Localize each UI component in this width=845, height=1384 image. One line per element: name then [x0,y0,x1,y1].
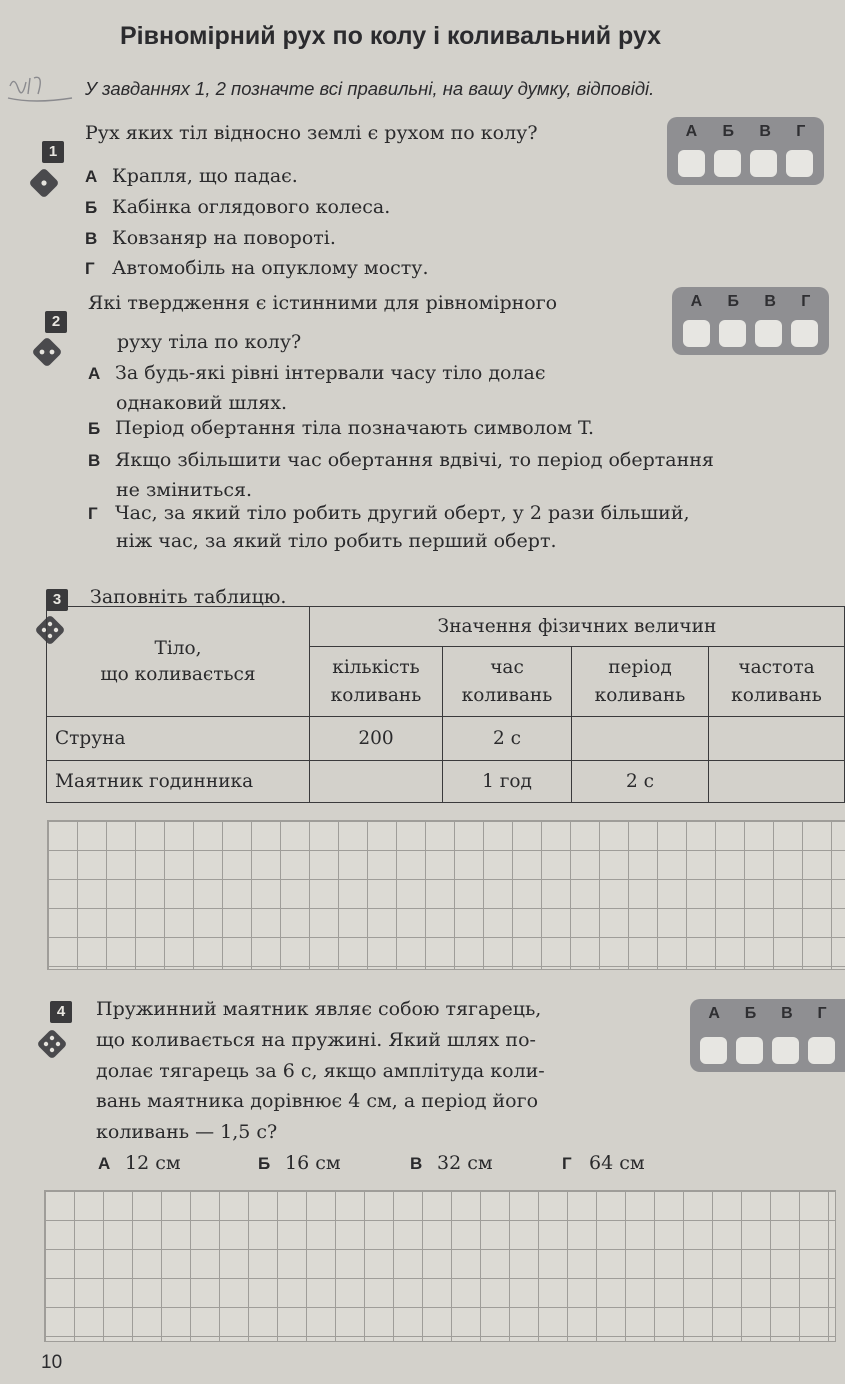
task-4-option-c: В 32 см [410,1152,493,1174]
difficulty-2-icon [29,334,65,370]
answer-letter-c: В [781,1005,793,1022]
answer-cell-b[interactable] [736,1037,763,1064]
task-4-work-grid[interactable] [44,1190,836,1342]
task-4-option-a: А 12 см [98,1152,181,1174]
task-2-answer-box [672,287,829,355]
answer-letter-d: Г [801,293,811,310]
task-2-option-c-cont: не зміниться. [116,479,253,501]
task-2-option-d: Г Час, за який тіло робить другий оберт, у 2 рази більший, [88,502,690,524]
task-4-answer-box [690,999,845,1072]
task-2-option-a-cont: однаковий шлях. [116,392,287,414]
answer-letter-b: Б [744,1005,757,1022]
answer-cell-b[interactable] [714,150,741,177]
table-header-period: період коливань [572,647,709,717]
task-2-question-line-2: руху тіла по колу? [117,331,302,353]
task-3-instruction: Заповніть таблицю. [90,586,287,608]
task-4-option-d: Г 64 см [562,1152,645,1174]
answer-cell-d[interactable] [786,150,813,177]
table-cell[interactable] [310,761,443,803]
table-header-body: Тіло, що коливається [47,607,310,717]
answer-letter-d: Г [817,1005,827,1022]
table-group-header: Значення фізичних величин [310,607,845,647]
answer-letter-a: А [708,1005,720,1022]
table-cell[interactable]: 200 [310,717,443,761]
difficulty-4-icon [34,1026,70,1062]
answer-letter-c: В [759,123,771,140]
task-3-number: 3 [46,589,68,611]
answer-cell-a[interactable] [683,320,710,347]
answer-cell-d[interactable] [808,1037,835,1064]
task-1-number: 1 [42,141,64,163]
table-cell[interactable] [709,761,845,803]
answer-letter-b: Б [727,293,740,310]
task-3-work-grid[interactable] [47,820,845,970]
task-3-table [46,606,845,803]
answer-letter-b: Б [722,123,735,140]
answer-cell-c[interactable] [750,150,777,177]
task-4-option-b: Б 16 см [258,1152,341,1174]
task-1-option-d: Г Автомобіль на опуклому мосту. [85,257,429,279]
table-row-2-body: Маятник годинника [47,761,310,803]
task-4-question-line-5: коливань — 1,5 с? [96,1121,278,1143]
task-4-question-line-1: Пружинний маятник являє собою тягарець, [96,998,542,1020]
answer-cell-a[interactable] [700,1037,727,1064]
answer-letter-c: В [764,293,776,310]
answer-letter-a: А [685,123,698,140]
answer-letter-d: Г [796,123,806,140]
table-cell[interactable]: 2 с [572,761,709,803]
task-4-question-line-4: вань маятника дорівнює 4 см, а період його [96,1090,539,1112]
table-cell[interactable]: 1 год [443,761,572,803]
task-1-option-c: В Ковзаняр на повороті. [85,227,336,249]
answer-cell-c[interactable] [755,320,782,347]
task-1-option-b: Б Кабінка оглядового колеса. [85,196,391,218]
table-cell[interactable] [709,717,845,761]
answer-cell-b[interactable] [719,320,746,347]
task-2-question-line-1: Які твердження є істинними для рівномірного [88,292,558,314]
difficulty-1-icon [26,165,62,201]
task-1-answer-box [667,117,824,185]
task-2-option-b: Б Період обертання тіла позначають символом T. [88,417,594,439]
task-2-option-c: В Якщо збільшити час обертання вдвічі, то період обертання [88,449,714,471]
answer-cell-d[interactable] [791,320,818,347]
task-2-number: 2 [45,311,67,333]
task-4-number: 4 [50,1001,72,1023]
task-1-question: Рух яких тіл відносно землі є рухом по колу? [85,122,538,144]
task-2-option-a: А За будь-які рівні інтервали часу тіло долає [88,362,546,384]
task-4-question-line-3: долає тягарець за 6 с, якщо амплітуда коли- [96,1060,545,1082]
task-4-question-line-2: що коливається на пружині. Який шлях по- [96,1029,536,1051]
page-number: 10 [41,1352,63,1373]
answer-cell-a[interactable] [678,150,705,177]
instructions-subtitle: У завданнях 1, 2 позначте всі правильні, на вашу думку, відповіді. [85,78,655,99]
table-cell[interactable] [572,717,709,761]
answer-cell-c[interactable] [772,1037,799,1064]
handwritten-mark [4,68,74,108]
task-2-option-d-cont: ніж час, за який тіло робить перший оберт. [116,530,557,552]
table-header-count: кількість коливань [310,647,443,717]
table-row-1-body: Струна [47,717,310,761]
answer-letter-a: А [690,293,703,310]
task-1-option-a: А Крапля, що падає. [85,165,298,187]
table-header-time: час коливань [443,647,572,717]
table-header-frequency: частота коливань [709,647,845,717]
table-cell[interactable]: 2 с [443,717,572,761]
page-title: Рівномірний рух по колу і коливальний рух [120,22,662,50]
